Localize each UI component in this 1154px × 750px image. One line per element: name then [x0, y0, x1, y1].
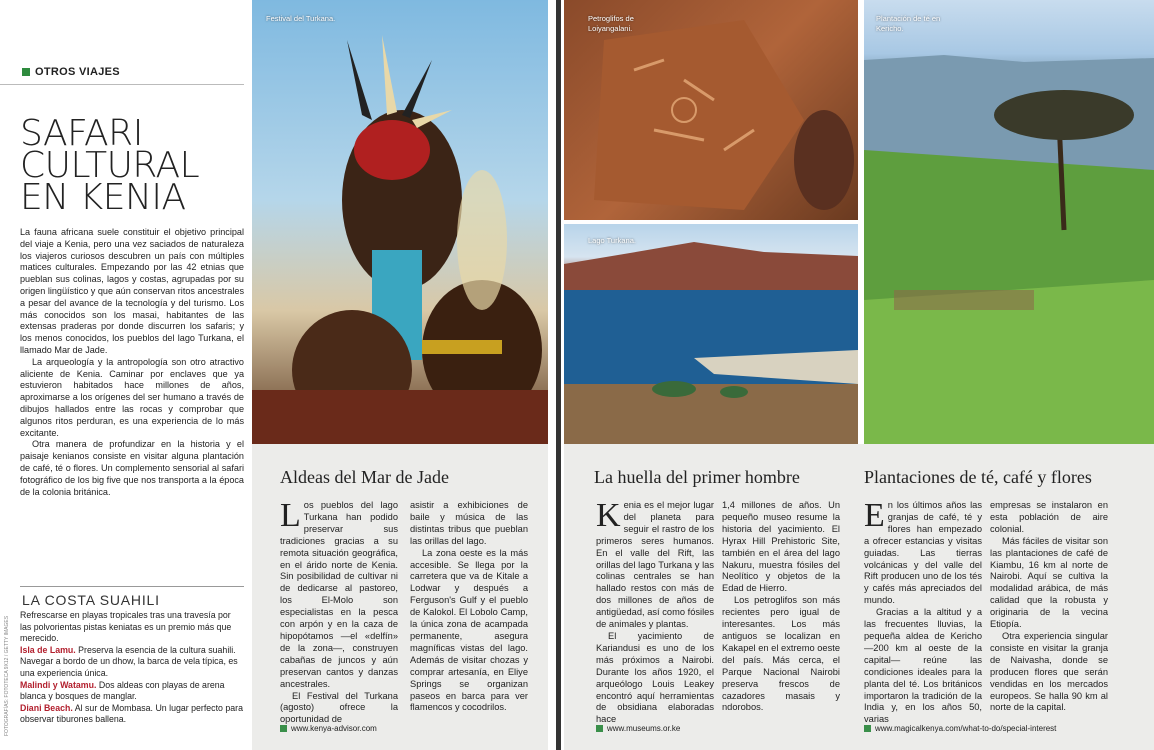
huella-col-2: [722, 500, 840, 714]
lake-illustration: [564, 224, 858, 444]
caption-lake: Lago Turkana.: [588, 236, 636, 245]
section-text: OTROS VIAJES: [35, 66, 120, 78]
tea-illustration: [864, 0, 1154, 444]
huella-paragraph: El yacimiento de Kariandusi es uno de los más próximos a Nairobi. Durante los años 1920, el arqueólogo Louis Leakey encontró aquí herramientas de obsidiana elaboradas hace: [596, 630, 714, 725]
link-square-icon: [596, 725, 603, 732]
section-rule: [0, 84, 244, 85]
intro-paragraph-1: La fauna africana suele constituir el objetivo principal del viaje a Kenia, pero una vez saciados de naturaleza los viajeros curiosos descubren un país con múltiples matices culturales. Empezando por las 42 etnias que pueblan sus colinas, lagos y costas, agrupadas por su origen lingüístico y que aún conservan ritos ancestrales a pesar del avance de la tecnología y del turismo. Los más conocidos son los masai, habitantes de las extensas praderas por donde discurren los safaris; y los menos conocidos, los pueblos del lago Turkana, el llamado Mar de Jade.: [20, 227, 244, 355]
link-square-icon: [280, 725, 287, 732]
aldeas-paragraph: La zona oeste es la más accesible. Se llega por la carretera que va de Kitale a Lodwar y después a Ferguson's Gulf y el pueblo de Kalokol. El Lobolo Camp, la única zona de acampada permanente, asegura magníficas vistas del lago. Además de visitar chozas y comprar artesanía, en Eliye Springs se organizan paseos en barca para ver flamencos y cocodrilos.: [410, 547, 528, 713]
lake-photo: [564, 224, 858, 444]
aldeas-url: www.kenya-advisor.com: [291, 724, 377, 733]
plantaciones-title: Plantaciones de té, café y flores: [864, 467, 1092, 487]
plantaciones-website[interactable]: [864, 724, 1056, 733]
caption-tea: Plantación de té en Kericho.: [876, 14, 941, 33]
intro-paragraph-3: Otra manera de profundizar en la historia y el paisaje kenianos consiste en visitar alguna plantación de café, té o flores. Un complemento sensorial al safari fotográfico de los big five que nos transporta a la época de la colonia británica.: [20, 439, 244, 497]
photo-credit: FOTOGRAFÍAS: FOTOTECA 9X12 / GETTY IMAGES: [4, 615, 10, 736]
plantaciones-dropcap: E: [864, 497, 885, 534]
costa-item: Isla de Lamu. Preserva la esencia de la cultura suahili. Navegar a bordo de un dhow, la barca de vela típica, es una experiencia única.: [20, 644, 238, 678]
aldeas-paragraph: Los pueblos del lago Turkana han podido preservar sus tradiciones gracias a su remota situación geográfica, en el árido norte de Kenia. Sin posibilidad de cultivar ni de dedicarse al pastoreo, los El-Molo son especialistas en la pesca con arpón y en la caza de hipopótamos —el «delfín» de la zona—, construyen cabañas de juncos y aún preservan cantos y danzas ancestrales.: [280, 497, 398, 689]
huella-dropcap: K: [596, 497, 621, 534]
title-line-1: SAFARI: [20, 113, 143, 154]
plantaciones-col-2: [990, 500, 1108, 714]
huella-website[interactable]: [596, 724, 680, 733]
festival-photo: [252, 0, 548, 444]
aldeas-col-2: [410, 500, 528, 714]
aldeas-paragraph: asistir a exhibiciones de baile y música de las distintas tribus que pueblan las orillas del lago.: [410, 500, 528, 546]
plantaciones-col-1: [864, 497, 982, 726]
costa-box: [20, 610, 244, 726]
title-line-3: EN KENIA: [20, 177, 186, 218]
caption-petroglyphs: Petroglifos de Loiyangalani.: [588, 14, 634, 33]
huella-title: La huella del primer hombre: [594, 467, 800, 487]
huella-paragraph: Los petroglifos son más recientes pero igual de interesantes. Los más antiguos se localizan en Kakapel en el extremo oeste del país. Más cerca, el Parque Nacional Nairobi preserva frescos de cazadores masais y ndorobos.: [722, 595, 840, 713]
page-title: [20, 113, 200, 218]
huella-col-1: [596, 497, 714, 726]
petroglyph-photo: [564, 0, 858, 220]
caption-festival: Festival del Turkana.: [266, 14, 336, 23]
costa-item: Malindi y Watamu. Dos aldeas con playas de arena blanca y bosques de manglar.: [20, 679, 225, 702]
aldeas-title: Aldeas del Mar de Jade: [280, 467, 449, 487]
plantaciones-paragraph: Más fáciles de visitar son las plantaciones de café de Kiambu, 16 km al norte de Nairobi. Aquí se cultiva la modalidad arábica, de más calidad que la robusta y originaria de la vecina Etiopía.: [990, 535, 1108, 630]
costa-item: Diani Beach. Al sur de Mombasa. Un lugar perfecto para observar tiburones ballena.: [20, 702, 243, 725]
festival-illustration: [252, 0, 548, 444]
huella-paragraph: Kenia es el mejor lugar del planeta para seguir el rastro de los primeros seres humanos. En el valle del Rift, las orillas del lago Turkana y las colinas centrales se han hallado restos con más de dos millones de años de antigüedad, así como fósiles de animales y plantas.: [596, 497, 714, 630]
link-square-icon: [864, 725, 871, 732]
costa-rule: [20, 586, 244, 587]
plantaciones-paragraph: Otra experiencia singular consiste en visitar la granja de Naivasha, donde se producen flores que serán vendidas en los mercados europeos. Se halla 90 km al norte de la capital.: [990, 630, 1108, 713]
plantaciones-paragraph: Gracias a la altitud y a las frecuentes lluvias, la pequeña aldea de Kericho —200 km al oeste de la capital— reúne las condiciones ideales para la planta del té. Los británicos importaron la tradición de la India y, en los años 50, varias: [864, 607, 982, 725]
plantaciones-paragraph: empresas se instalaron en esta población de aire colonial.: [990, 500, 1108, 534]
aldeas-col-1: [280, 497, 398, 726]
costa-lead: Refrescarse en playas tropicales tras una travesía por las polvorientas pistas keniatas es un premio más que merecido.: [20, 610, 232, 644]
huella-paragraph: 1,4 millones de años. Un pequeño museo resume la historia del yacimiento. El Hyrax Hill Prehistoric Site, también en el área del lago Nakuru, muestra fósiles del Neolítico y objetos de la Edad de Hierro.: [722, 500, 840, 594]
aldeas-dropcap: L: [280, 497, 301, 534]
title-line-2: CULTURAL: [20, 145, 200, 186]
section-label: [22, 66, 120, 78]
gutter-gap: [548, 0, 556, 750]
plantaciones-url: www.magicalkenya.com/what-to-do/special-interest: [875, 724, 1057, 733]
intro-paragraph-2: La arqueología y la antropología son otro atractivo aliciente de Kenia. Caminar por enclaves que ya estuvieron habitados hace millones de años, aproximarse a los orígenes del ser humano a través de dibujos hallados entre las rocas y comprobar que algunos ritos perduran, es una experiencia de lo más excitante.: [20, 356, 244, 438]
aldeas-paragraph: El Festival del Turkana (agosto) ofrece la oportunidad de: [280, 690, 398, 725]
intro-text: [20, 227, 244, 498]
section-square-icon: [22, 68, 30, 76]
aldeas-website[interactable]: [280, 724, 377, 733]
plantaciones-paragraph: En los últimos años las granjas de café, té y flores han empezado a ofrecer estancias y visitas guiadas. Las tierras volcánicas y del valle del Rift producen uno de los tés y cafés más apreciados del mundo.: [864, 497, 982, 606]
tea-photo: [864, 0, 1154, 444]
costa-heading: LA COSTA SUAHILI: [22, 592, 160, 608]
huella-url: www.museums.or.ke: [607, 724, 681, 733]
